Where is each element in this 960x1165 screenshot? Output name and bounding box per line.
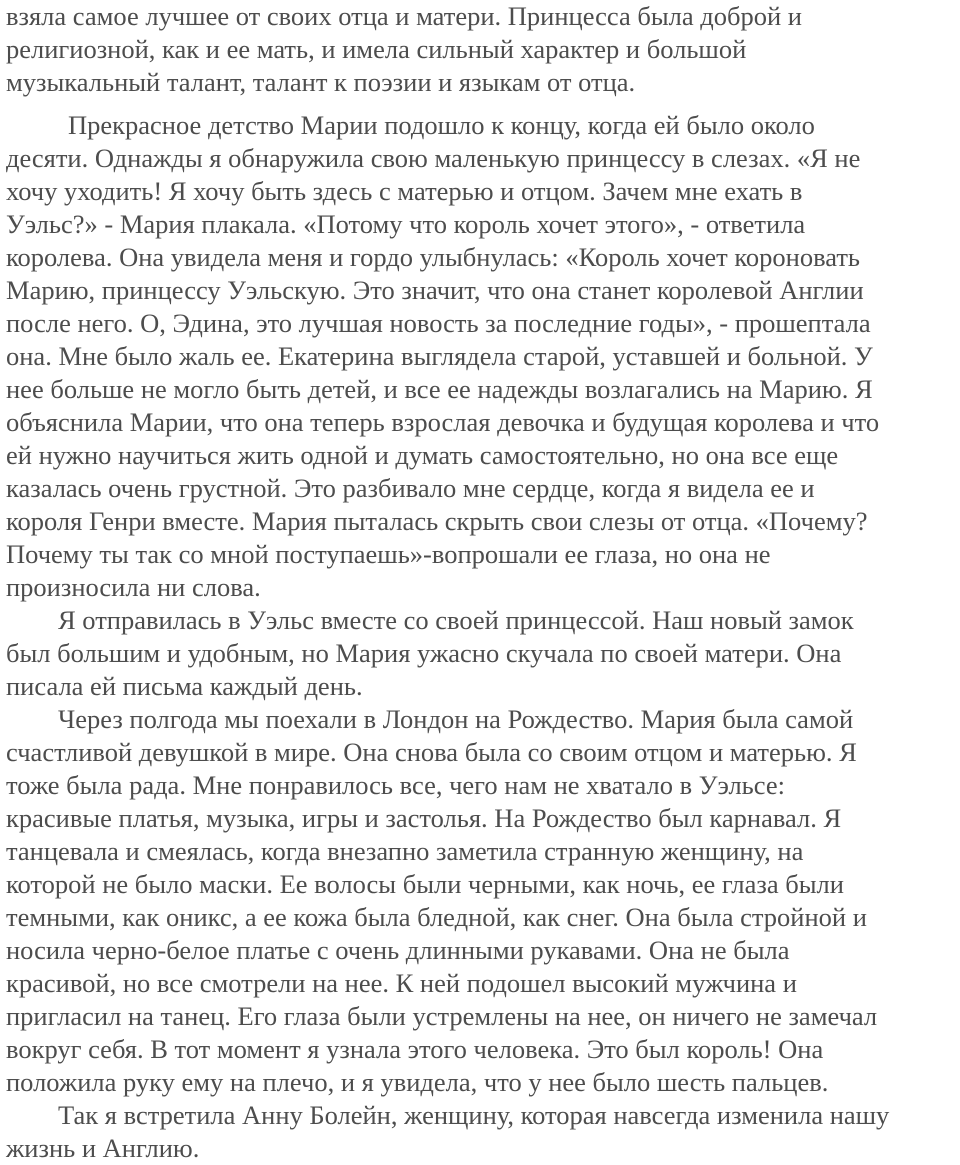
text-line: взяла самое лучшее от своих отца и матери. Принцесса была доброй и bbox=[6, 1, 802, 31]
text-line: писала ей письма каждый день. bbox=[6, 671, 363, 701]
text-line: тоже была рада. Мне понравилось все, чего нам не хватало в Уэльсе: bbox=[6, 770, 785, 800]
text-line: нее больше не могло быть детей, и все ее надежды возлагались на Марию. Я bbox=[6, 374, 873, 404]
text-line: десяти. Однажды я обнаружила свою маленькую принцессу в слезах. «Я не bbox=[6, 143, 861, 173]
text-line: танцевала и смеялась, когда внезапно заметила странную женщину, на bbox=[6, 836, 804, 866]
paragraph-4 bbox=[6, 703, 956, 1099]
text-line: жизнь и Англию. bbox=[6, 1133, 200, 1163]
text-line: короля Генри вместе. Мария пыталась скрыть свои слезы от отца. «Почему? bbox=[6, 506, 868, 536]
text-line: Уэльс?» - Мария плакала. «Потому что король хочет этого», - ответила bbox=[6, 209, 806, 239]
text-line: Марию, принцессу Уэльскую. Это значит, что она станет королевой Англии bbox=[6, 275, 864, 305]
paragraph-5 bbox=[6, 1099, 956, 1165]
text-line: носила черно-белое платье с очень длинными рукавами. Она не была bbox=[6, 935, 790, 965]
paragraph-1 bbox=[6, 0, 956, 99]
text-line: положила руку ему на плечо, и я увидела, что у нее было шесть пальцев. bbox=[6, 1067, 829, 1097]
text-line: темными, как оникс, а ее кожа была бледной, как снег. Она была стройной и bbox=[6, 902, 867, 932]
document-page bbox=[6, 0, 956, 1165]
paragraph-3 bbox=[6, 604, 956, 703]
text-line: вокруг себя. В тот момент я узнала этого человека. Это был король! Она bbox=[6, 1034, 824, 1064]
text-line: был большим и удобным, но Мария ужасно скучала по своей матери. Она bbox=[6, 638, 842, 668]
text-line: красивой, но все смотрели на нее. К ней подошел высокий мужчина и bbox=[6, 968, 797, 998]
text-line: она. Мне было жаль ее. Екатерина выглядела старой, уставшей и больной. У bbox=[6, 341, 873, 371]
text-line: Я отправилась в Уэльс вместе со своей принцессой. Наш новый замок bbox=[58, 605, 854, 635]
text-line: хочу уходить! Я хочу быть здесь с матерью и отцом. Зачем мне ехать в bbox=[6, 176, 803, 206]
paragraph-2 bbox=[6, 109, 956, 604]
text-line: Почему ты так со мной поступаешь»-вопрошали ее глаза, но она не bbox=[6, 539, 771, 569]
text-line: музыкальный талант, талант к поэзии и языкам от отца. bbox=[6, 67, 636, 97]
text-line: объяснила Марии, что она теперь взрослая девочка и будущая королева и что bbox=[6, 407, 880, 437]
text-line: красивые платья, музыка, игры и застолья. На Рождество был карнавал. Я bbox=[6, 803, 842, 833]
text-line: Прекрасное детство Марии подошло к концу, когда ей было около bbox=[68, 110, 815, 140]
text-line: Так я встретила Анну Болейн, женщину, которая навсегда изменила нашу bbox=[58, 1100, 890, 1130]
text-line: казалась очень грустной. Это разбивало мне сердце, когда я видела ее и bbox=[6, 473, 815, 503]
text-line: которой не было маски. Ее волосы были черными, как ночь, ее глаза были bbox=[6, 869, 844, 899]
text-line: королева. Она увидела меня и гордо улыбнулась: «Король хочет короновать bbox=[6, 242, 860, 272]
text-line: счастливой девушкой в мире. Она снова была со своим отцом и матерью. Я bbox=[6, 737, 857, 767]
text-line: религиозной, как и ее мать, и имела сильный характер и большой bbox=[6, 34, 747, 64]
text-line: произносила ни слова. bbox=[6, 572, 261, 602]
text-line: после него. О, Эдина, это лучшая новость за последние годы», - прошептала bbox=[6, 308, 871, 338]
text-line: Через полгода мы поехали в Лондон на Рождество. Мария была самой bbox=[58, 704, 854, 734]
text-line: ей нужно научиться жить одной и думать самостоятельно, но она все еще bbox=[6, 440, 839, 470]
text-line: пригласил на танец. Его глаза были устремлены на нее, он ничего не замечал bbox=[6, 1001, 878, 1031]
